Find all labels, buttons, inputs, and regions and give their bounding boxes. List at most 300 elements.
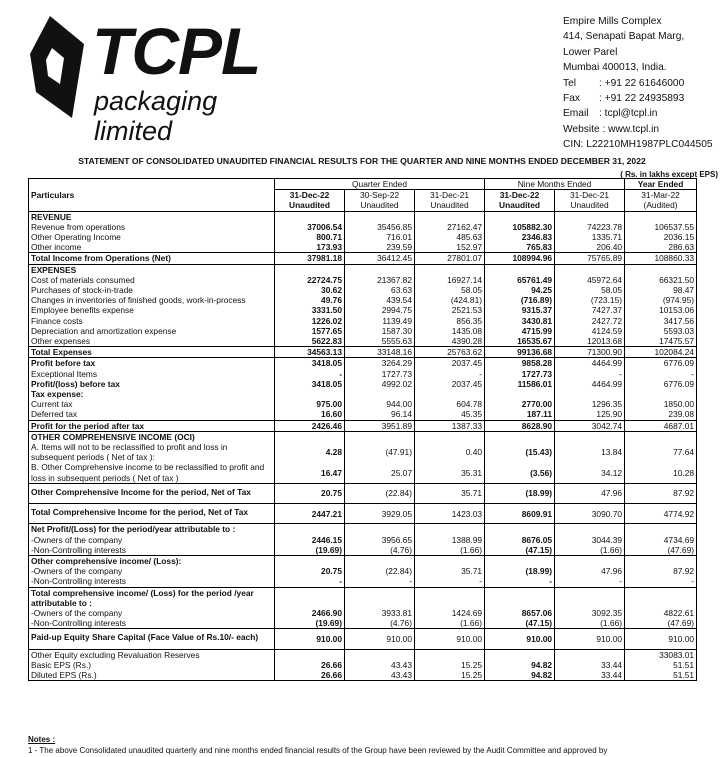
- row-value: [625, 524, 697, 535]
- row-value: 94.82: [485, 660, 555, 670]
- row-value: 152.97: [415, 242, 485, 253]
- row-value: 12013.68: [555, 336, 625, 347]
- row-label: -Non-Controlling interests: [29, 618, 275, 629]
- table-row: [29, 253, 697, 264]
- row-value: -: [415, 369, 485, 379]
- contact-label: Email: [563, 108, 589, 120]
- row-value: 21367.82: [345, 275, 415, 285]
- row-value: 3331.50: [275, 305, 345, 315]
- row-value: [555, 211, 625, 222]
- table-row: [29, 462, 697, 483]
- table-row: [29, 326, 697, 336]
- row-label: -Owners of the company: [29, 608, 275, 618]
- row-value: (47.91): [345, 442, 415, 462]
- table-row: [29, 409, 697, 420]
- table-row: [29, 305, 697, 315]
- table-row: [29, 295, 697, 305]
- row-value: [555, 587, 625, 608]
- row-value: [345, 524, 415, 535]
- row-value: 3929.05: [345, 504, 415, 524]
- row-value: (22.84): [345, 566, 415, 576]
- row-value: -: [275, 369, 345, 379]
- row-label: Other comprehensive income/ (Loss):: [29, 555, 275, 566]
- row-value: 4464.99: [555, 358, 625, 369]
- row-value: 3418.05: [275, 379, 345, 389]
- row-value: [555, 264, 625, 275]
- row-value: 51.51: [625, 670, 697, 681]
- row-value: [275, 431, 345, 442]
- row-value: 8657.06: [485, 608, 555, 618]
- row-label: Other Equity excluding Revaluation Reserves: [29, 649, 275, 660]
- row-value: 66321.50: [625, 275, 697, 285]
- row-value: 1335.71: [555, 232, 625, 242]
- row-value: (15.43): [485, 442, 555, 462]
- row-label: -Owners of the company: [29, 535, 275, 545]
- row-value: 94.25: [485, 285, 555, 295]
- row-value: 5593.03: [625, 326, 697, 336]
- row-value: [625, 431, 697, 442]
- row-value: 4124.59: [555, 326, 625, 336]
- row-value: 1387.33: [415, 420, 485, 431]
- row-label: Depreciation and amortization expense: [29, 326, 275, 336]
- column-date: 31-Dec-21: [569, 190, 610, 201]
- row-value: (47.15): [485, 545, 555, 556]
- row-label: A. Items will not to be reclassified to profit and loss in subsequent periods ( Net of tax ):: [29, 442, 275, 462]
- column-header: [415, 190, 485, 211]
- row-value: [485, 431, 555, 442]
- row-label: -Non-Controlling interests: [29, 576, 275, 587]
- row-value: (47.69): [625, 618, 697, 629]
- row-value: [415, 649, 485, 660]
- row-label: Revenue from operations: [29, 222, 275, 232]
- row-value: 910.00: [555, 629, 625, 649]
- row-value: 3951.89: [345, 420, 415, 431]
- row-value: 22724.75: [275, 275, 345, 285]
- row-value: 173.93: [275, 242, 345, 253]
- row-value: 26.66: [275, 670, 345, 681]
- column-date: 30-Sep-22: [359, 190, 400, 201]
- column-header: [345, 190, 415, 211]
- column-status: Unaudited: [499, 200, 540, 211]
- row-value: 3430.81: [485, 316, 555, 326]
- logo-mark-icon: [30, 14, 90, 124]
- row-value: 74223.78: [555, 222, 625, 232]
- row-value: [555, 649, 625, 660]
- row-value: 45972.64: [555, 275, 625, 285]
- column-date: 31-Dec-22: [499, 190, 540, 201]
- row-value: [625, 211, 697, 222]
- table-row: [29, 608, 697, 618]
- row-value: [625, 264, 697, 275]
- row-value: 108860.33: [625, 253, 697, 264]
- row-value: [555, 389, 625, 399]
- row-value: [275, 555, 345, 566]
- row-value: [345, 264, 415, 275]
- row-value: [345, 587, 415, 608]
- row-value: [625, 555, 697, 566]
- row-value: 485.63: [415, 232, 485, 242]
- row-value: 8628.90: [485, 420, 555, 431]
- table-row: [29, 358, 697, 369]
- table-row: [29, 431, 697, 442]
- row-value: 10.28: [625, 462, 697, 483]
- row-label: Total Comprehensive Income for the period, Net of Tax: [29, 504, 275, 524]
- row-value: (18.99): [485, 566, 555, 576]
- row-value: 439.54: [345, 295, 415, 305]
- row-value: 8676.05: [485, 535, 555, 545]
- row-value: 105882.30: [485, 222, 555, 232]
- row-value: 15.25: [415, 660, 485, 670]
- row-value: [415, 524, 485, 535]
- row-value: 34563.13: [275, 347, 345, 358]
- row-value: 3044.39: [555, 535, 625, 545]
- row-value: (1.66): [415, 618, 485, 629]
- row-value: [415, 431, 485, 442]
- row-value: 13.84: [555, 442, 625, 462]
- table-row: [29, 399, 697, 409]
- notes: [28, 734, 607, 756]
- row-label: Deferred tax: [29, 409, 275, 420]
- row-value: 4715.99: [485, 326, 555, 336]
- row-value: 1226.02: [275, 316, 345, 326]
- row-label: Basic EPS (Rs.): [29, 660, 275, 670]
- row-value: 30.62: [275, 285, 345, 295]
- row-value: [275, 211, 345, 222]
- row-label: Profit for the period after tax: [29, 420, 275, 431]
- row-value: 20.75: [275, 483, 345, 503]
- row-value: (974.95): [625, 295, 697, 305]
- contact-fax: [563, 91, 713, 106]
- row-value: 4734.69: [625, 535, 697, 545]
- row-value: -: [275, 576, 345, 587]
- row-value: 17475.57: [625, 336, 697, 347]
- row-value: 1577.65: [275, 326, 345, 336]
- website: Website : www.tcpl.in: [563, 123, 660, 135]
- table-row: [29, 336, 697, 347]
- row-value: (4.76): [345, 545, 415, 556]
- table-row: [29, 535, 697, 545]
- column-header: [485, 190, 555, 211]
- row-value: [485, 389, 555, 399]
- row-value: 3042.74: [555, 420, 625, 431]
- row-label: Total Expenses: [29, 347, 275, 358]
- row-value: 187.11: [485, 409, 555, 420]
- row-value: 4464.99: [555, 379, 625, 389]
- row-value: 206.40: [555, 242, 625, 253]
- row-value: 34.12: [555, 462, 625, 483]
- table-row: [29, 275, 697, 285]
- row-value: 36412.45: [345, 253, 415, 264]
- row-value: 4774.92: [625, 504, 697, 524]
- row-value: 37006.54: [275, 222, 345, 232]
- row-value: 37981.18: [275, 253, 345, 264]
- row-label: Exceptional Items: [29, 369, 275, 379]
- row-label: -Non-Controlling interests: [29, 545, 275, 556]
- table-row: [29, 545, 697, 556]
- row-value: 125.90: [555, 409, 625, 420]
- row-value: (47.69): [625, 545, 697, 556]
- row-value: [485, 587, 555, 608]
- column-status: Unaudited: [360, 200, 399, 211]
- column-status: (Audited): [643, 200, 678, 211]
- table-row: [29, 232, 697, 242]
- column-date: 31-Mar-22: [641, 190, 680, 201]
- row-value: 716.01: [345, 232, 415, 242]
- row-value: (4.76): [345, 618, 415, 629]
- row-value: -: [555, 576, 625, 587]
- year-ended-header: Year Ended: [625, 179, 697, 190]
- row-value: 239.08: [625, 409, 697, 420]
- row-value: [555, 524, 625, 535]
- table-row: [29, 555, 697, 566]
- row-value: 944.00: [345, 399, 415, 409]
- company-address: [563, 14, 713, 153]
- row-value: 87.92: [625, 566, 697, 576]
- row-value: 765.83: [485, 242, 555, 253]
- row-value: 51.51: [625, 660, 697, 670]
- column-header: [275, 190, 345, 211]
- column-status: Unaudited: [289, 200, 330, 211]
- statement-unit: ( Rs. in lakhs except EPS): [620, 170, 718, 179]
- row-value: 3264.29: [345, 358, 415, 369]
- logo-name: TCPL: [92, 14, 261, 88]
- row-label: Paid-up Equity Share Capital (Face Value of Rs.10/- each): [29, 629, 275, 649]
- row-value: 25.07: [345, 462, 415, 483]
- row-value: (19.69): [275, 545, 345, 556]
- table-row: [29, 524, 697, 535]
- row-value: 2446.15: [275, 535, 345, 545]
- row-value: 0.40: [415, 442, 485, 462]
- cin: CIN: L22210MH1987PLC044505: [563, 139, 713, 151]
- table-row: [29, 285, 697, 295]
- row-value: 3092.35: [555, 608, 625, 618]
- row-label: Profit before tax: [29, 358, 275, 369]
- row-value: 1296.35: [555, 399, 625, 409]
- row-label: Profit/(loss) before tax: [29, 379, 275, 389]
- particulars-header: Particulars: [29, 179, 275, 212]
- row-value: 2346.83: [485, 232, 555, 242]
- row-label: Employee benefits expense: [29, 305, 275, 315]
- row-value: 4822.61: [625, 608, 697, 618]
- row-value: 3933.81: [345, 608, 415, 618]
- row-value: [485, 555, 555, 566]
- contact-value: : +91 22 24935893: [599, 93, 685, 105]
- row-value: [275, 649, 345, 660]
- table-row: [29, 660, 697, 670]
- table-row: [29, 420, 697, 431]
- row-value: 3956.65: [345, 535, 415, 545]
- row-value: 5622.83: [275, 336, 345, 347]
- row-value: 800.71: [275, 232, 345, 242]
- row-value: 604.78: [415, 399, 485, 409]
- row-label: EXPENSES: [29, 264, 275, 275]
- row-label: Purchases of stock-in-trade: [29, 285, 275, 295]
- row-value: [345, 389, 415, 399]
- table-row: [29, 483, 697, 503]
- row-value: (1.66): [415, 545, 485, 556]
- row-value: 96.14: [345, 409, 415, 420]
- row-value: (716.89): [485, 295, 555, 305]
- row-value: 65761.49: [485, 275, 555, 285]
- column-header: [625, 190, 697, 211]
- row-value: 33083.01: [625, 649, 697, 660]
- row-value: -: [415, 576, 485, 587]
- row-value: 15.25: [415, 670, 485, 681]
- table-row: [29, 566, 697, 576]
- row-value: 11586.01: [485, 379, 555, 389]
- contact-value: : tcpl@tcpl.in: [599, 108, 658, 120]
- row-value: 45.35: [415, 409, 485, 420]
- row-label: B. Other Comprehensive income to be reclassified to profit and loss in subsequent periods ( Net of tax ): [29, 462, 275, 483]
- row-label: Tax expense:: [29, 389, 275, 399]
- row-value: 98.47: [625, 285, 697, 295]
- row-value: 2994.75: [345, 305, 415, 315]
- row-value: [345, 211, 415, 222]
- row-value: -: [345, 576, 415, 587]
- table-row: [29, 389, 697, 399]
- address-line: Mumbai 400013, India.: [563, 62, 667, 74]
- row-value: 239.59: [345, 242, 415, 253]
- row-value: 1388.99: [415, 535, 485, 545]
- row-label: Other Comprehensive Income for the period, Net of Tax: [29, 483, 275, 503]
- row-value: 77.64: [625, 442, 697, 462]
- table-row: [29, 222, 697, 232]
- row-value: 2447.21: [275, 504, 345, 524]
- row-value: [275, 264, 345, 275]
- row-label: Finance costs: [29, 316, 275, 326]
- row-value: [485, 264, 555, 275]
- row-value: 1139.49: [345, 316, 415, 326]
- row-value: 4390.28: [415, 336, 485, 347]
- table-row: [29, 629, 697, 649]
- row-value: [555, 555, 625, 566]
- row-value: 910.00: [485, 629, 555, 649]
- row-value: [485, 649, 555, 660]
- row-value: 94.82: [485, 670, 555, 681]
- row-value: (1.66): [555, 618, 625, 629]
- row-value: [415, 264, 485, 275]
- row-value: 2036.15: [625, 232, 697, 242]
- row-value: 3418.05: [275, 358, 345, 369]
- row-value: 108994.96: [485, 253, 555, 264]
- row-value: 35.31: [415, 462, 485, 483]
- row-value: (18.99): [485, 483, 555, 503]
- row-value: 106537.55: [625, 222, 697, 232]
- row-label: Total Income from Operations (Net): [29, 253, 275, 264]
- table-row: [29, 442, 697, 462]
- row-label: Other income: [29, 242, 275, 253]
- address-line: Empire Mills Complex: [563, 16, 662, 27]
- results-table: [28, 178, 697, 681]
- table-row: [29, 264, 697, 275]
- table-row: [29, 504, 697, 524]
- row-value: 2037.45: [415, 379, 485, 389]
- table-row: [29, 347, 697, 358]
- nine-months-header: Nine Months Ended: [485, 179, 625, 190]
- note-line: 1 - The above Consolidated unaudited quarterly and nine months ended financial results of the Group have been reviewed by the Audit Committee and approved by: [28, 746, 608, 755]
- row-value: 58.05: [415, 285, 485, 295]
- row-value: (3.56): [485, 462, 555, 483]
- row-value: [485, 211, 555, 222]
- row-value: (22.84): [345, 483, 415, 503]
- row-value: 26.66: [275, 660, 345, 670]
- column-status: Unaudited: [570, 200, 609, 211]
- row-value: [345, 555, 415, 566]
- row-value: 43.43: [345, 660, 415, 670]
- row-value: [555, 431, 625, 442]
- column-header: [555, 190, 625, 211]
- row-label: Diluted EPS (Rs.): [29, 670, 275, 681]
- row-label: Other Operating Income: [29, 232, 275, 242]
- row-value: 7427.37: [555, 305, 625, 315]
- row-value: 1587.30: [345, 326, 415, 336]
- row-value: 47.96: [555, 566, 625, 576]
- row-value: 16927.14: [415, 275, 485, 285]
- row-value: [345, 431, 415, 442]
- row-value: 35.71: [415, 483, 485, 503]
- row-value: 63.63: [345, 285, 415, 295]
- row-value: 910.00: [275, 629, 345, 649]
- row-label: Net Profit/(Loss) for the period/year attributable to :: [29, 524, 275, 535]
- row-value: [625, 587, 697, 608]
- contact-email: [563, 106, 713, 121]
- contact-tel: [563, 76, 713, 91]
- table-row: [29, 670, 697, 681]
- row-value: 1435.08: [415, 326, 485, 336]
- row-value: (47.15): [485, 618, 555, 629]
- table-row: [29, 618, 697, 629]
- row-value: 99136.68: [485, 347, 555, 358]
- row-value: [415, 587, 485, 608]
- row-label: REVENUE: [29, 211, 275, 222]
- row-value: 1727.73: [485, 369, 555, 379]
- row-label: Changes in inventories of finished goods, work-in-process: [29, 295, 275, 305]
- row-value: 2037.45: [415, 358, 485, 369]
- row-value: 1424.69: [415, 608, 485, 618]
- row-value: 35456.85: [345, 222, 415, 232]
- table-row: [29, 649, 697, 660]
- row-value: [345, 649, 415, 660]
- row-value: [625, 389, 697, 399]
- row-value: 1850.00: [625, 399, 697, 409]
- row-value: 43.43: [345, 670, 415, 681]
- row-value: 47.96: [555, 483, 625, 503]
- row-value: 16535.67: [485, 336, 555, 347]
- address-line: Lower Parel: [563, 46, 618, 58]
- row-label: Cost of materials consumed: [29, 275, 275, 285]
- row-value: 49.76: [275, 295, 345, 305]
- table-row: [29, 587, 697, 608]
- contact-label: Fax: [563, 93, 580, 105]
- row-value: 58.05: [555, 285, 625, 295]
- row-value: 4992.02: [345, 379, 415, 389]
- row-value: 2427.72: [555, 316, 625, 326]
- contact-label: Tel: [563, 77, 577, 89]
- row-value: 35.71: [415, 566, 485, 576]
- row-value: 71300.90: [555, 347, 625, 358]
- row-value: 16.60: [275, 409, 345, 420]
- row-value: 4.28: [275, 442, 345, 462]
- row-value: 910.00: [345, 629, 415, 649]
- row-value: [415, 211, 485, 222]
- row-value: 910.00: [625, 629, 697, 649]
- row-value: 87.92: [625, 483, 697, 503]
- row-value: 286.63: [625, 242, 697, 253]
- row-value: 6776.09: [625, 358, 697, 369]
- company-logo: [30, 14, 290, 146]
- row-value: -: [485, 576, 555, 587]
- row-value: (19.69): [275, 618, 345, 629]
